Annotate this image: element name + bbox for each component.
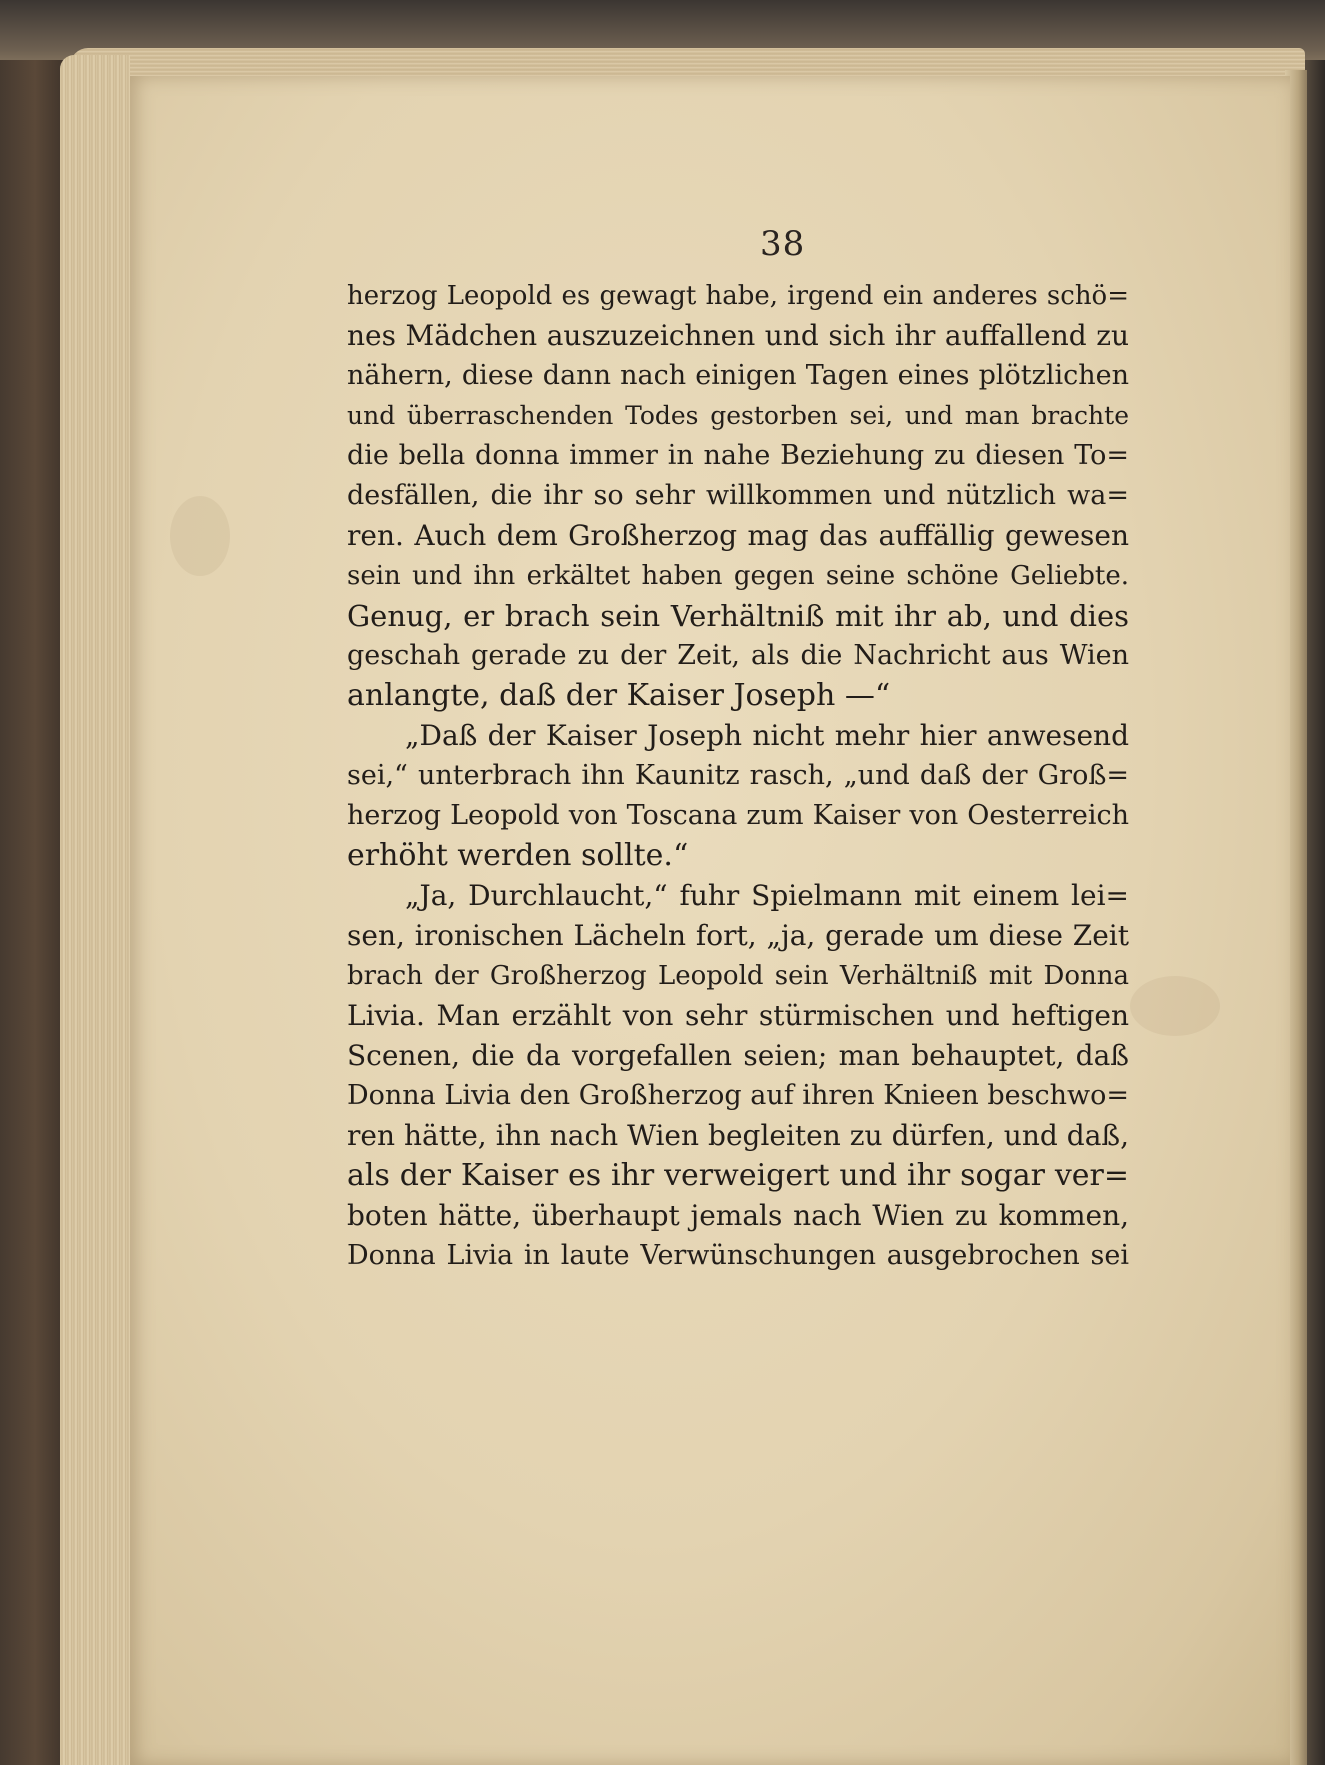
text-line: nähern, diese dann nach einigen Tagen eines plötzlichen xyxy=(347,360,1129,391)
text-line: „Ja, Durchlaucht,“ fuhr Spielmann mit einem lei= xyxy=(405,879,1129,912)
text-line: die bella donna immer in nahe Beziehung zu diesen To= xyxy=(347,440,1129,471)
page-number: 38 xyxy=(760,224,806,264)
text-line: desfällen, die ihr so sehr willkommen und nützlich wa= xyxy=(347,480,1129,511)
text-line: nes Mädchen auszuzeichnen und sich ihr auffallend zu xyxy=(347,319,1129,352)
body-text xyxy=(347,276,1129,1276)
text-line: als der Kaiser es ihr verweigert und ihr sogar ver= xyxy=(347,1158,1129,1193)
text-line: sein und ihn erkältet haben gegen seine schöne Geliebte. xyxy=(347,561,1129,591)
text-line: erhöht werden sollte.“ xyxy=(347,838,689,873)
page-stack-top-edge xyxy=(70,48,1305,78)
text-line: ren hätte, ihn nach Wien begleiten zu dürfen, und daß, xyxy=(347,1119,1129,1152)
text-line: Genug, er brach sein Verhältniß mit ihr ab, und dies xyxy=(347,599,1129,633)
text-line: brach der Großherzog Leopold sein Verhältniß mit Donna xyxy=(347,961,1129,991)
text-line: boten hätte, überhaupt jemals nach Wien zu kommen, xyxy=(347,1199,1129,1232)
text-line: anlangte, daß der Kaiser Joseph —“ xyxy=(347,678,891,713)
text-line: herzog Leopold es gewagt habe, irgend ein anderes schö= xyxy=(347,281,1129,311)
text-line: Livia. Man erzählt von sehr stürmischen und heftigen xyxy=(347,999,1129,1032)
paper-stain xyxy=(1130,976,1220,1036)
paper-stain xyxy=(170,496,230,576)
text-line: ren. Auch dem Großherzog mag das auffällig gewesen xyxy=(347,519,1129,552)
text-line: Scenen, die da vorgefallen seien; man behauptet, daß xyxy=(347,1039,1129,1072)
text-line: sei,“ unterbrach ihn Kaunitz rasch, „und daß der Groß= xyxy=(347,760,1129,791)
text-line: „Daß der Kaiser Joseph nicht mehr hier anwesend xyxy=(405,719,1129,752)
text-line: sen, ironischen Lächeln fort, „ja, gerade um diese Zeit xyxy=(347,919,1129,952)
page-stack-left-edge xyxy=(60,55,130,1765)
text-line: Donna Livia in laute Verwünschungen ausgebrochen sei xyxy=(347,1240,1129,1271)
text-line: geschah gerade zu der Zeit, als die Nachricht aus Wien xyxy=(347,640,1129,671)
book-page xyxy=(130,76,1290,1765)
text-line: herzog Leopold von Toscana zum Kaiser von Oesterreich xyxy=(347,800,1129,831)
text-line: Donna Livia den Großherzog auf ihren Knieen beschwo= xyxy=(347,1080,1129,1111)
text-line: und überraschenden Todes gestorben sei, und man brachte xyxy=(347,401,1129,430)
